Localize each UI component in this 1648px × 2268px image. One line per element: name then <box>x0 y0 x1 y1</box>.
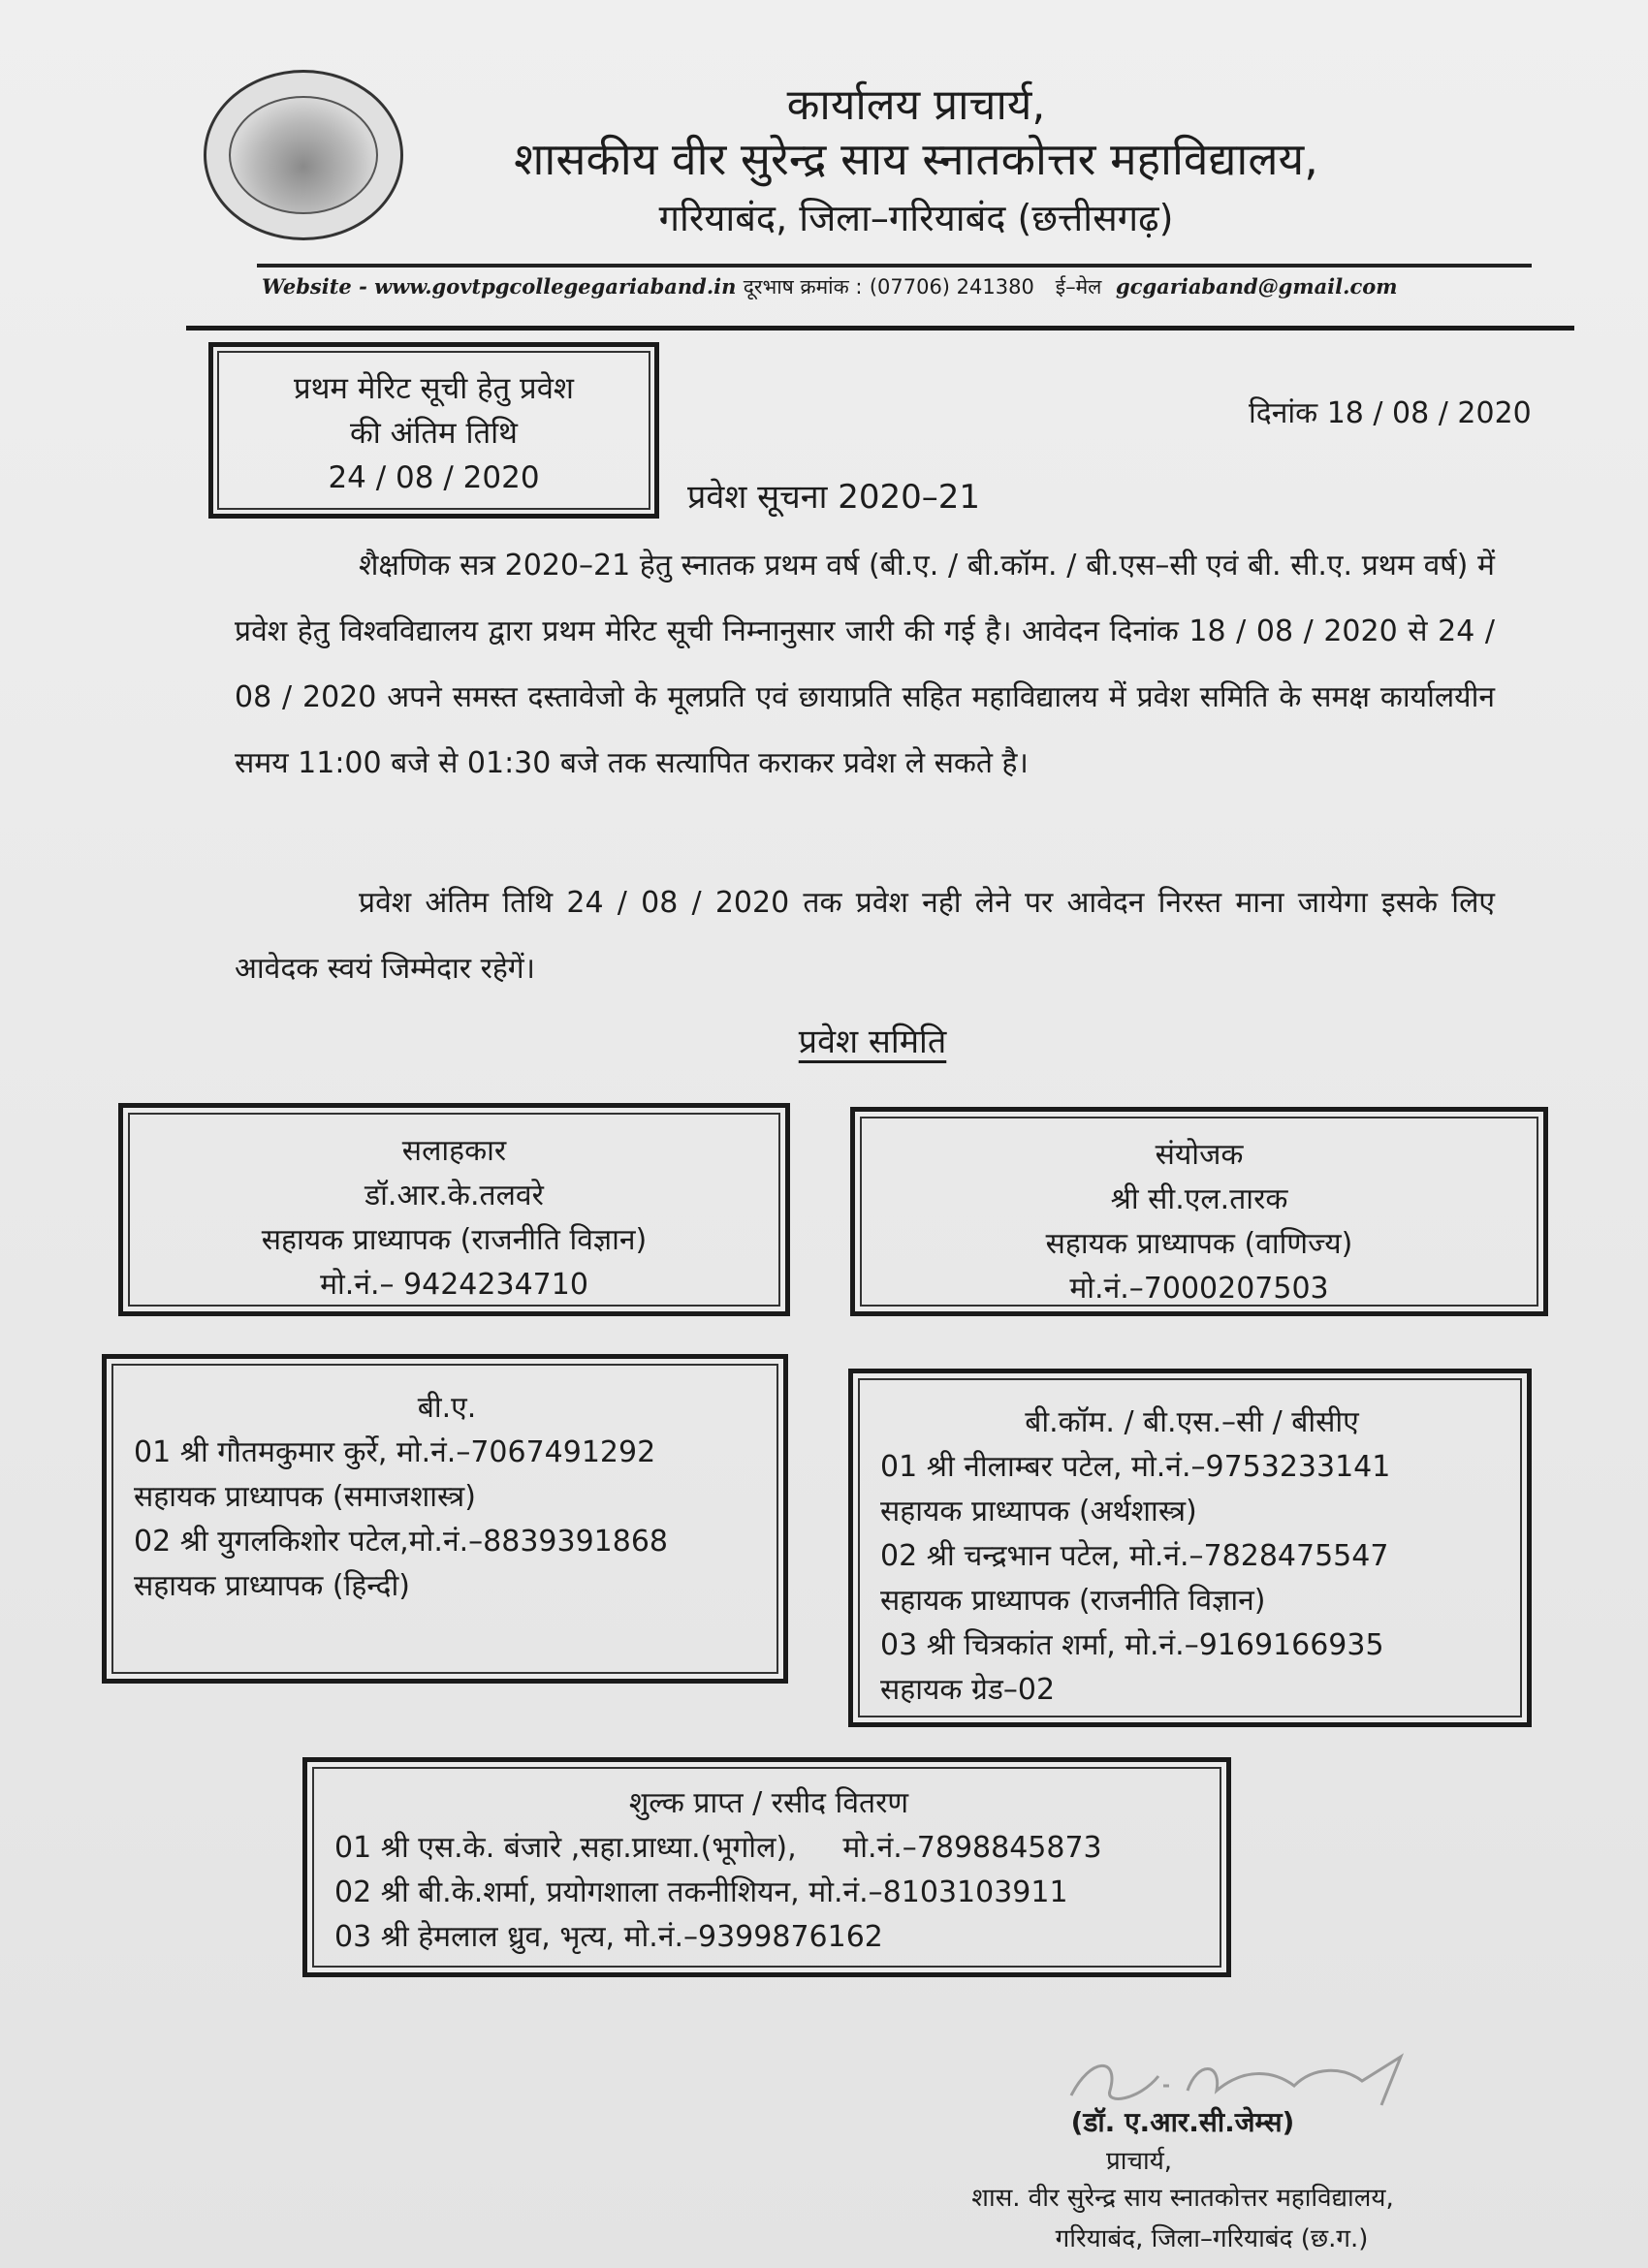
list-item: 02 श्री चन्द्रभान पटेल, मो.नं.–7828475547 <box>880 1539 1389 1573</box>
phone-label: दूरभाष क्रमांक : <box>743 275 863 299</box>
list-item: 01 श्री एस.के. बंजारे ,सहा.प्राध्या.(भूगोल), मो.नं.–7898845873 <box>334 1831 1102 1865</box>
last-date-value: 24 / 08 / 2020 <box>328 460 540 495</box>
list-item: 02 श्री युगलकिशोर पटेल,मो.नं.–8839391868 <box>134 1525 669 1559</box>
committee-title-text: प्रवेश समिति <box>798 1023 947 1061</box>
list-item: 03 श्री हेमलाल ध्रुव, भृत्य, मो.नं.–9399876162 <box>334 1920 883 1954</box>
phone-number: (07706) 241380 <box>869 275 1034 299</box>
header-divider-thick <box>186 326 1574 331</box>
list-item: 01 श्री गौतमकुमार कुर्रे, मो.नं.–7067491292 <box>134 1435 656 1469</box>
list-item: 02 श्री बी.के.शर्मा, प्रयोगशाला तकनीशियन, मो.नं.–8103103911 <box>334 1875 1068 1909</box>
contact-line <box>262 273 1551 300</box>
fee-heading: शुल्क प्राप्त / रसीद वितरण <box>628 1786 909 1820</box>
last-date-line1: प्रथम मेरिट सूची हेतु प्रवेश <box>293 371 575 406</box>
list-item: सहायक प्राध्यापक (समाजशास्त्र) <box>134 1480 476 1514</box>
signatory-name: (डॉ. ए.आर.सी.जेम्स) <box>1070 2106 1295 2138</box>
college-address: गरियाबंद, जिला–गरियाबंद (छत्तीसगढ़) <box>658 197 1174 239</box>
signatory-college: शास. वीर सुरेन्द्र साय स्नातकोत्तर महाविद्यालय, <box>971 2184 1394 2213</box>
advisor-box <box>118 1103 790 1316</box>
email-label: ई–मेल <box>1055 275 1102 299</box>
convener-box <box>850 1107 1548 1316</box>
list-item: सहायक प्राध्यापक (राजनीति विज्ञान) <box>880 1584 1266 1618</box>
notice-title: प्रवेश सूचना 2020–21 <box>686 478 981 517</box>
list-item: सहायक प्राध्यापक (हिन्दी) <box>134 1569 410 1603</box>
notice-paragraph-1: शैक्षणिक सत्र 2020–21 हेतु स्नातक प्रथम वर्ष (बी.ए. / बी.कॉम. / बी.एस–सी एवं बी. सी.ए. प्रथम वर्ष) में प्रवेश हेतु विश्वविद्यालय द्वारा प्रथम मेरिट सूची निम्नानुसार जारी की गई है। आवेदन दिनांक 18 / 08 / 2020 से 24 / 08 / 2020 अपने समस्त दस्तावेजो के मूलप्रति एवं छायाप्रति सहित महाविद्यालय में प्रवेश समिति के समक्ष कार्यालयीन समय 11:00 बजे से 01:30 बजे तक सत्यापित कराकर प्रवेश ले सकते है। <box>235 549 1495 780</box>
list-item: सहायक प्राध्यापक (अर्थशास्त्र) <box>880 1495 1197 1528</box>
signatory-title: प्राचार्य, <box>1105 2147 1173 2176</box>
office-title: कार्यालय प्राचार्य, <box>786 80 1046 130</box>
convener-name: श्री सी.एल.तारक <box>1110 1182 1288 1216</box>
committee-title <box>0 1018 1648 1062</box>
header-divider <box>257 264 1532 268</box>
advisor-designation: सहायक प्राध्यापक (राजनीति विज्ञान) <box>261 1223 648 1257</box>
notice-date: दिनांक 18 / 08 / 2020 <box>1249 396 1532 430</box>
convener-role: संयोजक <box>1155 1138 1244 1172</box>
bcom-heading: बी.कॉम. / बी.एस.–सी / बीसीए <box>1025 1405 1359 1439</box>
convener-designation: सहायक प्राध्यापक (वाणिज्य) <box>1045 1227 1353 1261</box>
list-item: 03 श्री चित्रकांत शर्मा, मो.नं.–9169166935 <box>880 1628 1384 1662</box>
last-date-line2: की अंतिम तिथि <box>349 416 518 451</box>
email-link[interactable]: gcgariaband@gmail.com <box>1116 274 1398 299</box>
bcom-committee-box <box>848 1369 1532 1727</box>
ba-heading: बी.ए. <box>417 1391 477 1425</box>
advisor-role: सलाहकार <box>401 1134 507 1168</box>
list-item: 01 श्री नीलाम्बर पटेल, मो.नं.–9753233141 <box>880 1450 1391 1484</box>
list-item: सहायक ग्रेड–02 <box>880 1673 1056 1707</box>
ba-committee-box <box>102 1354 788 1684</box>
signatory-address: गरियाबंद, जिला–गरियाबंद (छ.ग.) <box>1055 2224 1369 2253</box>
website-link[interactable]: www.govtpgcollegegariaband.in <box>374 274 737 299</box>
advisor-mobile: मो.नं.– 9424234710 <box>320 1268 588 1302</box>
advisor-name: डॉ.आर.के.तलवरे <box>364 1179 544 1213</box>
notice-paragraph-2: प्रवेश अंतिम तिथि 24 / 08 / 2020 तक प्रवेश नही लेने पर आवेदन निरस्त माना जायेगा इसके लिए आवेदक स्वयं जिम्मेदार रहेगें। <box>235 886 1495 986</box>
college-seal-icon <box>204 70 403 240</box>
convener-mobile: मो.नं.–7000207503 <box>1069 1272 1329 1306</box>
college-name: शासकीय वीर सुरेन्द्र साय स्नातकोत्तर महाविद्यालय, <box>514 133 1318 185</box>
website-label: Website - <box>262 274 375 299</box>
fee-committee-box <box>302 1757 1231 1977</box>
